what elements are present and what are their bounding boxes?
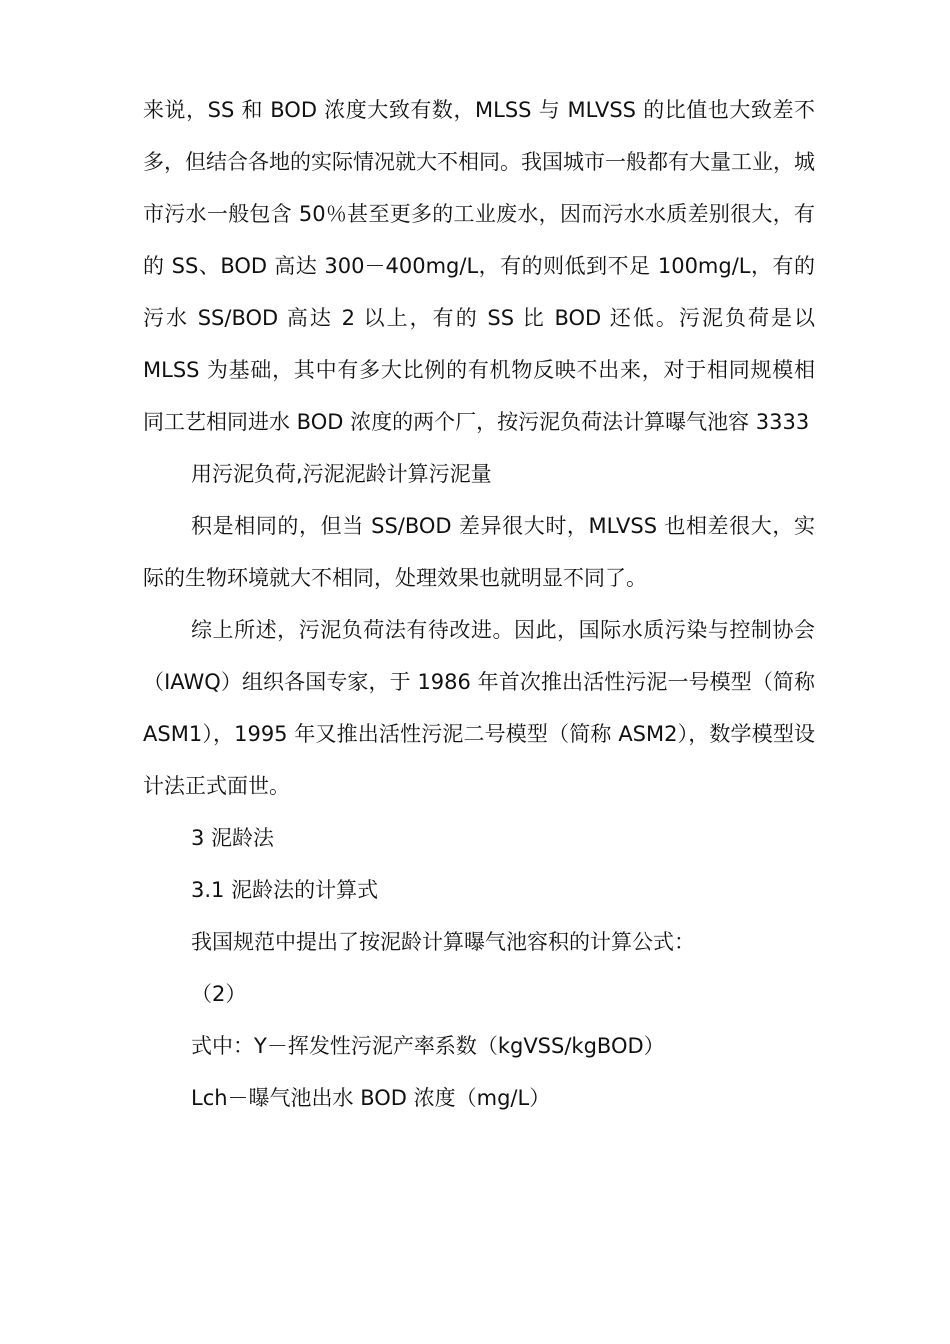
document-body	[143, 84, 815, 1124]
section-heading: 3 泥龄法	[191, 826, 275, 850]
inline-note: 用污泥负荷,污泥泥龄计算污泥量	[191, 462, 492, 486]
equation-number: （2）	[191, 982, 247, 1006]
variable-definition-y: 式中：Y－挥发性污泥产率系数（kgVSS/kgBOD）	[191, 1034, 665, 1058]
variable-definition-lch: Lch－曝气池出水 BOD 浓度（mg/L）	[191, 1086, 551, 1110]
paragraph-comparison: 积是相同的，但当 SS/BOD 差异很大时，MLVSS 也相差很大，实际的生物环境就大不相同，处理效果也就明显不同了。	[143, 514, 815, 590]
paragraph-continuation: 来说，SS 和 BOD 浓度大致有数，MLSS 与 MLVSS 的比值也大致差不多，但结合各地的实际情况就大不相同。我国城市一般都有大量工业，城市污水一般包含 50％甚至更多的工业废水，因而污水水质差别很大，有的 SS、BOD 高达 300－400mg/L，有的则低到不足 100mg/L，有的污水 SS/BOD 高达 2 以上，有的 SS 比 BOD 还低。污泥负荷是以 MLSS 为基础，其中有多大比例的有机物反映不出来，对于相同规模相同工艺相同进水 BOD 浓度的两个厂，按污泥负荷法计算曝气池容 3333	[143, 98, 815, 434]
subsection-heading: 3.1 泥龄法的计算式	[191, 878, 379, 902]
paragraph-formula-intro: 我国规范中提出了按泥龄计算曝气池容积的计算公式：	[191, 930, 695, 954]
paragraph-summary: 综上所述，污泥负荷法有待改进。因此，国际水质污染与控制协会（IAWQ）组织各国专家，于 1986 年首次推出活性污泥一号模型（简称 ASM1），1995 年又推出活性污泥二号模型（简称 ASM2），数学模型设计法正式面世。	[143, 618, 815, 798]
